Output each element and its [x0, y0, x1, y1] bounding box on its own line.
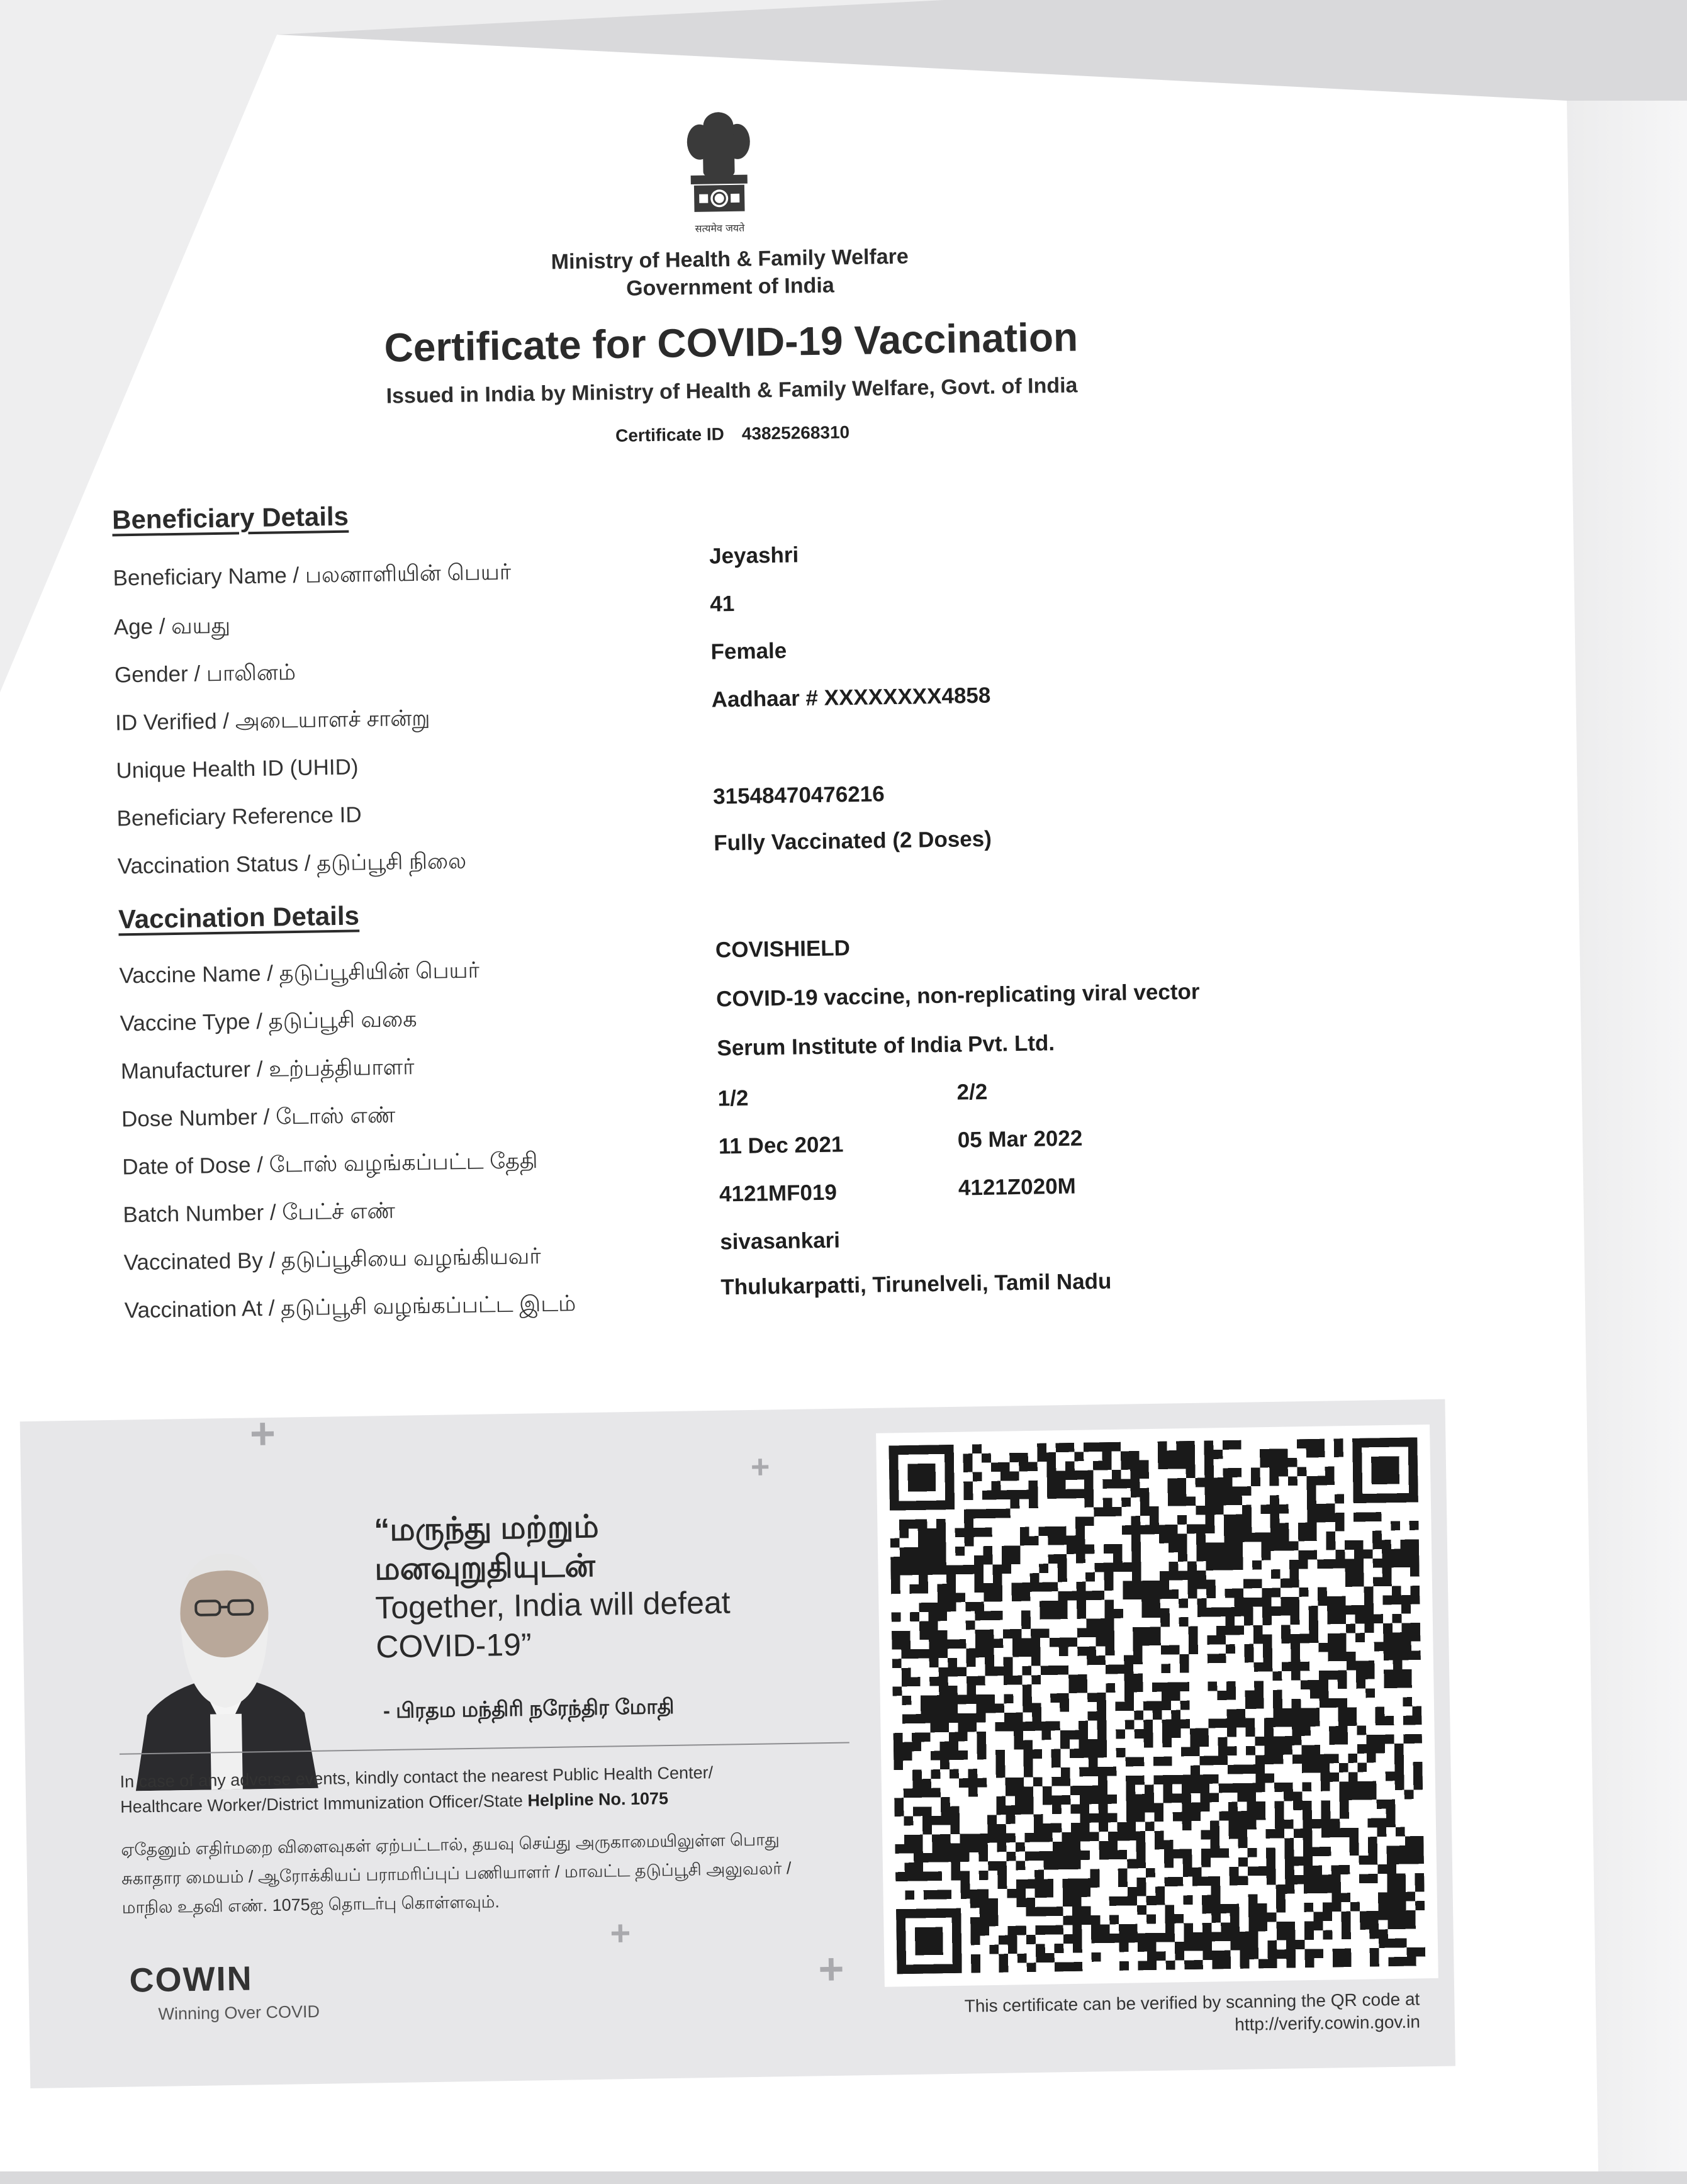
helpline-number: Helpline No. 1075 — [527, 1789, 668, 1810]
vaccine-name-value: COVISHIELD — [715, 936, 851, 963]
quote-english-line-2: COVID-19” — [376, 1620, 842, 1667]
vaccination-status-label: Vaccination Status / தடுப்பூசி நிலை — [117, 849, 466, 882]
dose1-date: 11 Dec 2021 — [719, 1132, 844, 1159]
age-value: 41 — [710, 591, 735, 617]
dose1-number: 1/2 — [717, 1086, 748, 1112]
vaccine-type-label: Vaccine Type / தடுப்பூசி வகை — [120, 1007, 417, 1039]
plus-icon: + — [249, 1411, 276, 1456]
vaccine-type-value: COVID-19 vaccine, non-replicating viral vector — [716, 979, 1200, 1012]
gender-value: Female — [710, 639, 787, 665]
dose1-batch: 4121MF019 — [719, 1180, 837, 1207]
dose2-batch: 4121Z020M — [958, 1174, 1076, 1201]
cowin-logo: COWIN — [129, 1959, 253, 2000]
adverse-events-advisory-tamil — [121, 1824, 839, 1922]
reference-id-value: 31548470476216 — [713, 781, 885, 809]
vaccine-name-label: Vaccine Name / தடுப்பூசியின் பெயர் — [119, 958, 479, 991]
gender-label: Gender / பாலினம் — [115, 660, 296, 691]
pm-quote — [374, 1503, 842, 1667]
advisory-tamil-line-1: ஏதேனும் எதிர்மறை விளைவுகள் ஏற்பட்டால், தயவு செய்து அருகாமையிலுள்ள பொது — [121, 1824, 839, 1864]
manufacturer-label: Manufacturer / உற்பத்தியாளர் — [121, 1055, 415, 1087]
advisory-line-1: In case of any adverse events, kindly contact the nearest Public Health Center/ — [120, 1758, 849, 1795]
id-verified-label: ID Verified / அடையாளச் சான்று — [115, 706, 430, 739]
qr-finder-pattern — [907, 1464, 936, 1492]
qr-finder-pattern — [1371, 1456, 1399, 1484]
quote-tamil-line-2: மனவுறுதியுடன் — [374, 1542, 841, 1589]
government-name: Government of India — [478, 269, 982, 305]
qr-finder-pattern — [915, 1927, 943, 1956]
national-emblem-icon — [674, 106, 764, 246]
age-label: Age / வயது — [114, 613, 231, 643]
manufacturer-value: Serum Institute of India Pvt. Ltd. — [717, 1031, 1055, 1061]
quote-tamil-line-1: “மருந்து மற்றும் — [374, 1503, 840, 1550]
advisory-tamil-line-2: சுகாதார மையம் / ஆரோக்கியப் பராமரிப்புப் பணியாளர் / மாவட்ட தடுப்பூசி அலுவலர் / — [121, 1853, 839, 1893]
verify-url: http://verify.cowin.gov.in — [885, 2010, 1420, 2041]
verify-note — [885, 1988, 1420, 2041]
qr-container — [876, 1425, 1438, 1987]
certificate-id — [581, 422, 883, 447]
advisory-tamil-line-3: மாநில உதவி எண். 1075ஐ தொடர்பு கொள்ளவும். — [121, 1882, 839, 1922]
vaccination-status-value: Fully Vaccinated (2 Doses) — [714, 827, 992, 856]
plus-icon: + — [818, 1947, 844, 1991]
beneficiary-heading: Beneficiary Details — [112, 501, 349, 535]
vaccinated-by-label: Vaccinated By / தடுப்பூசியை வழங்கியவர் — [123, 1244, 541, 1278]
beneficiary-name-value: Jeyashri — [709, 542, 799, 569]
issued-by: Issued in India by Ministry of Health & Family Welfare, Govt. of India — [329, 372, 1135, 410]
plus-icon: + — [610, 1915, 631, 1951]
vaccination-at-value: Thulukarpatti, Tirunelveli, Tamil Nadu — [720, 1269, 1112, 1301]
batch-number-label: Batch Number / பேட்ச் எண் — [123, 1199, 395, 1231]
date-of-dose-label: Date of Dose / டோஸ் வழங்கப்பட்ட தேதி — [122, 1148, 538, 1182]
id-verified-value: Aadhaar # XXXXXXXX4858 — [711, 683, 990, 713]
dose2-number: 2/2 — [956, 1080, 987, 1106]
qr-modules — [888, 1437, 1425, 1974]
uhid-label: Unique Health ID (UHID) — [116, 754, 359, 783]
vaccination-heading: Vaccination Details — [118, 900, 360, 934]
vaccinated-by-value: sivasankari — [720, 1228, 840, 1255]
qr-code-icon[interactable] — [888, 1437, 1425, 1974]
dose2-date: 05 Mar 2022 — [957, 1126, 1082, 1153]
plus-icon: + — [751, 1450, 770, 1483]
certificate-title: Certificate for COVID-19 Vaccination — [328, 313, 1134, 372]
certificate-id-value: 43825268310 — [742, 422, 850, 444]
cowin-tagline: Winning Over COVID — [158, 2002, 320, 2024]
beneficiary-name-label: Beneficiary Name / பலனாளியின் பெயர் — [113, 560, 511, 594]
vaccination-at-label: Vaccination At / தடுப்பூசி வழங்கப்பட்ட இடம் — [125, 1291, 576, 1326]
reference-id-label: Beneficiary Reference ID — [116, 802, 362, 831]
quote-attribution: - பிரதம மந்திரி நரேந்திர மோதி — [383, 1694, 675, 1726]
adverse-events-advisory — [120, 1758, 850, 1820]
emblem-motto: सत्यमेव जयते — [695, 222, 746, 235]
verify-line-1: This certificate can be verified by scanning the QR code at — [885, 1988, 1420, 2019]
advisory-text: Healthcare Worker/District Immunization Officer/State — [120, 1791, 523, 1817]
footer-band — [20, 1399, 1455, 2088]
quote-english-line-1: Together, India will defeat — [375, 1581, 841, 1628]
certificate-id-label: Certificate ID — [615, 424, 724, 445]
ministry-name: Ministry of Health & Family Welfare — [478, 242, 982, 277]
ministry-heading — [478, 242, 982, 305]
dose-number-label: Dose Number / டோஸ் எண் — [121, 1103, 396, 1135]
